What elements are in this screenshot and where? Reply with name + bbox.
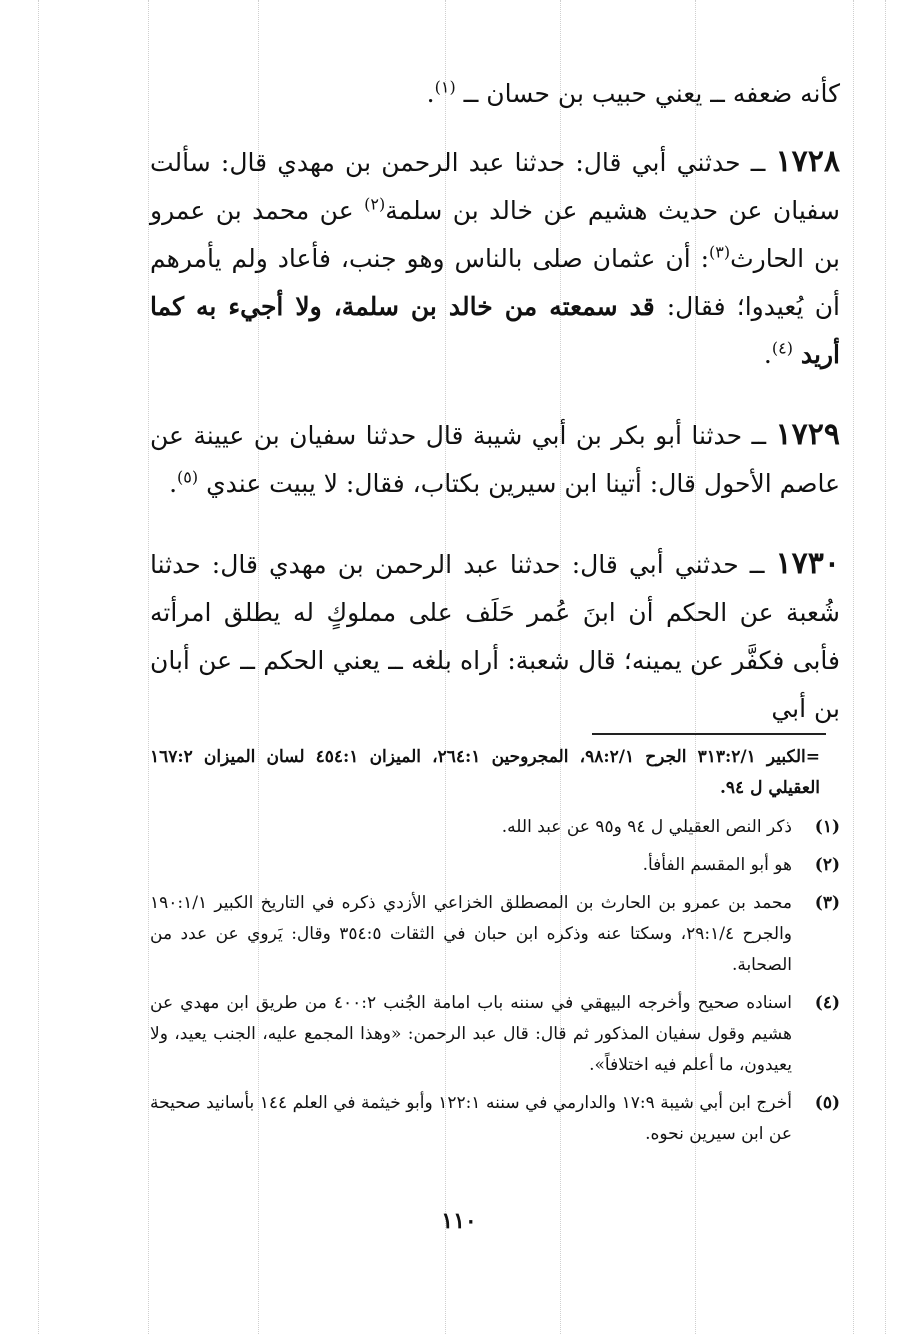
hadith-text: ــ حدثنا أبو بكر بن أبي شيبة قال حدثنا سفيان بن عيينة عن عاصم الأحول قال: أتينا ابن سيرين بكتاب، فقال: لا يبيت عندي [150,421,840,498]
footnote-ref-4[interactable]: (٤) [771,338,793,358]
footnote-continuation: =الكبير ٣١٣:٢/١ الجرح ٩٨:٢/١، المجروحين ٢٦٤:١، الميزان ٤٥٤:١ لسان الميزان ١٦٧:٢ العقيلي ل ٩٤. [150,747,820,798]
footnote-number: (٤) [814,993,840,1013]
footnote-2 [150,850,840,881]
hadith-1729: ١٧٢٩ ــ حدثنا أبو بكر بن أبي شيبة قال حدثنا سفيان بن عيينة عن عاصم الأحول قال: أتينا ابن سيرين بكتاب، فقال: لا يبيت عندي $^{(٥)}$. [150,417,840,498]
scan-guide-line [38,0,39,1334]
footnote-text: ذكر النص العقيلي ل ٩٤ و٩٥ عن عبد الله. [501,817,792,837]
footnote-number: (٥) [814,1093,840,1113]
hadith-number: ١٧٢٨ [775,144,840,179]
main-text [150,70,840,765]
hadith-number: ١٧٢٩ [775,417,840,452]
footnote-text: اسناده صحيح وأخرجه البيهقي في سننه باب امامة الجُنب ٤٠٠:٢ من طريق ابن مهدي عن هشيم وقول سفيان المذكور ثم قال: قال عبد الرحمن: «وهذا المجمع عليه، الجنب يعيد، ولا يعيدون، ما أعلم فيه اختلافاً». [150,993,792,1075]
footnote-number: (٢) [814,855,840,875]
footnote-text: هو أبو المقسم الفأفأ. [642,855,792,875]
footnote-ref-2[interactable]: (٢) [364,194,386,214]
scan-guide-line [885,0,886,1334]
footnote-1 [150,812,840,843]
hadith-text: ــ حدثني أبي قال: حدثنا عبد الرحمن بن مهدي قال: حدثنا شُعبة عن الحكم أن ابنَ عُمر حَلَف على مملوكٍ له يطلق امرأته فأبى فكفَّر عن يمينه؛ قال شعبة: أراه بلغه ــ يعني الحكم ــ عن أبان بن أبي [150,550,840,723]
intro-text: كأنه ضعفه ــ يعني حبيب بن حسان ــ [463,79,840,108]
footnote-text: أخرج ابن أبي شيبة ١٧:٩ والدارمي في سننه ١٢٢:١ وأبو خيثمة في العلم ١٤٤ بأسانيد صحيحة عن ابن سيرين نحوه. [150,1093,792,1144]
hadith-1730 [150,540,840,733]
hadith-1728: ١٧٢٨ ــ حدثني أبي قال: حدثنا عبد الرحمن بن مهدي قال: سألت سفيان عن حديث هشيم عن خالد بن سلمة$^{(٢)}$ عن محمد بن عمرو بن الحارث$^{(٣)}$: أن عثمان صلى بالناس وهو جنب، فأعاد ولم يأمرهم أن يُعيدوا؛ فقال: قد سمعته من خالد بن سلمة، ولا أجيء به كما أريد $^{(٤)}$. [150,144,841,369]
hadith-number: ١٧٣٠ [775,546,840,581]
footnote-4 [150,988,840,1081]
footnotes-section [150,742,840,1157]
hadith-text: ــ حدثني أبي قال: حدثنا عبد الرحمن بن مهدي قال: سألت سفيان عن حديث هشيم عن خالد بن سلمة [150,148,840,225]
footnote-ref-1[interactable]: (١) [434,77,456,97]
scan-guide-line [853,0,854,1334]
intro-paragraph: كأنه ضعفه ــ يعني حبيب بن حسان ــ $^{(١)}$. [426,77,840,108]
footnote-divider [592,733,826,735]
scan-guide-line [148,0,149,1334]
footnote-ref-3[interactable]: (٣) [709,242,731,262]
footnote-number: (١) [814,817,840,837]
page-number: ١١٠ [441,1208,477,1234]
footnote-5 [150,1088,840,1150]
footnote-number: (٣) [814,893,840,913]
footnote-text: محمد بن عمرو بن الحارث بن المصطلق الخزاعي الأزدي ذكره في التاريخ الكبير ١٩٠:١/١ والجرح ٢٩:١/٤، وسكتا عنه وذكره ابن حبان في الثقات ٣٥٤:٥ وقال: يَروي عن عدد من الصحابة. [150,893,792,975]
footnote-3 [150,888,840,981]
footnote-ref-5[interactable]: (٥) [177,467,199,487]
